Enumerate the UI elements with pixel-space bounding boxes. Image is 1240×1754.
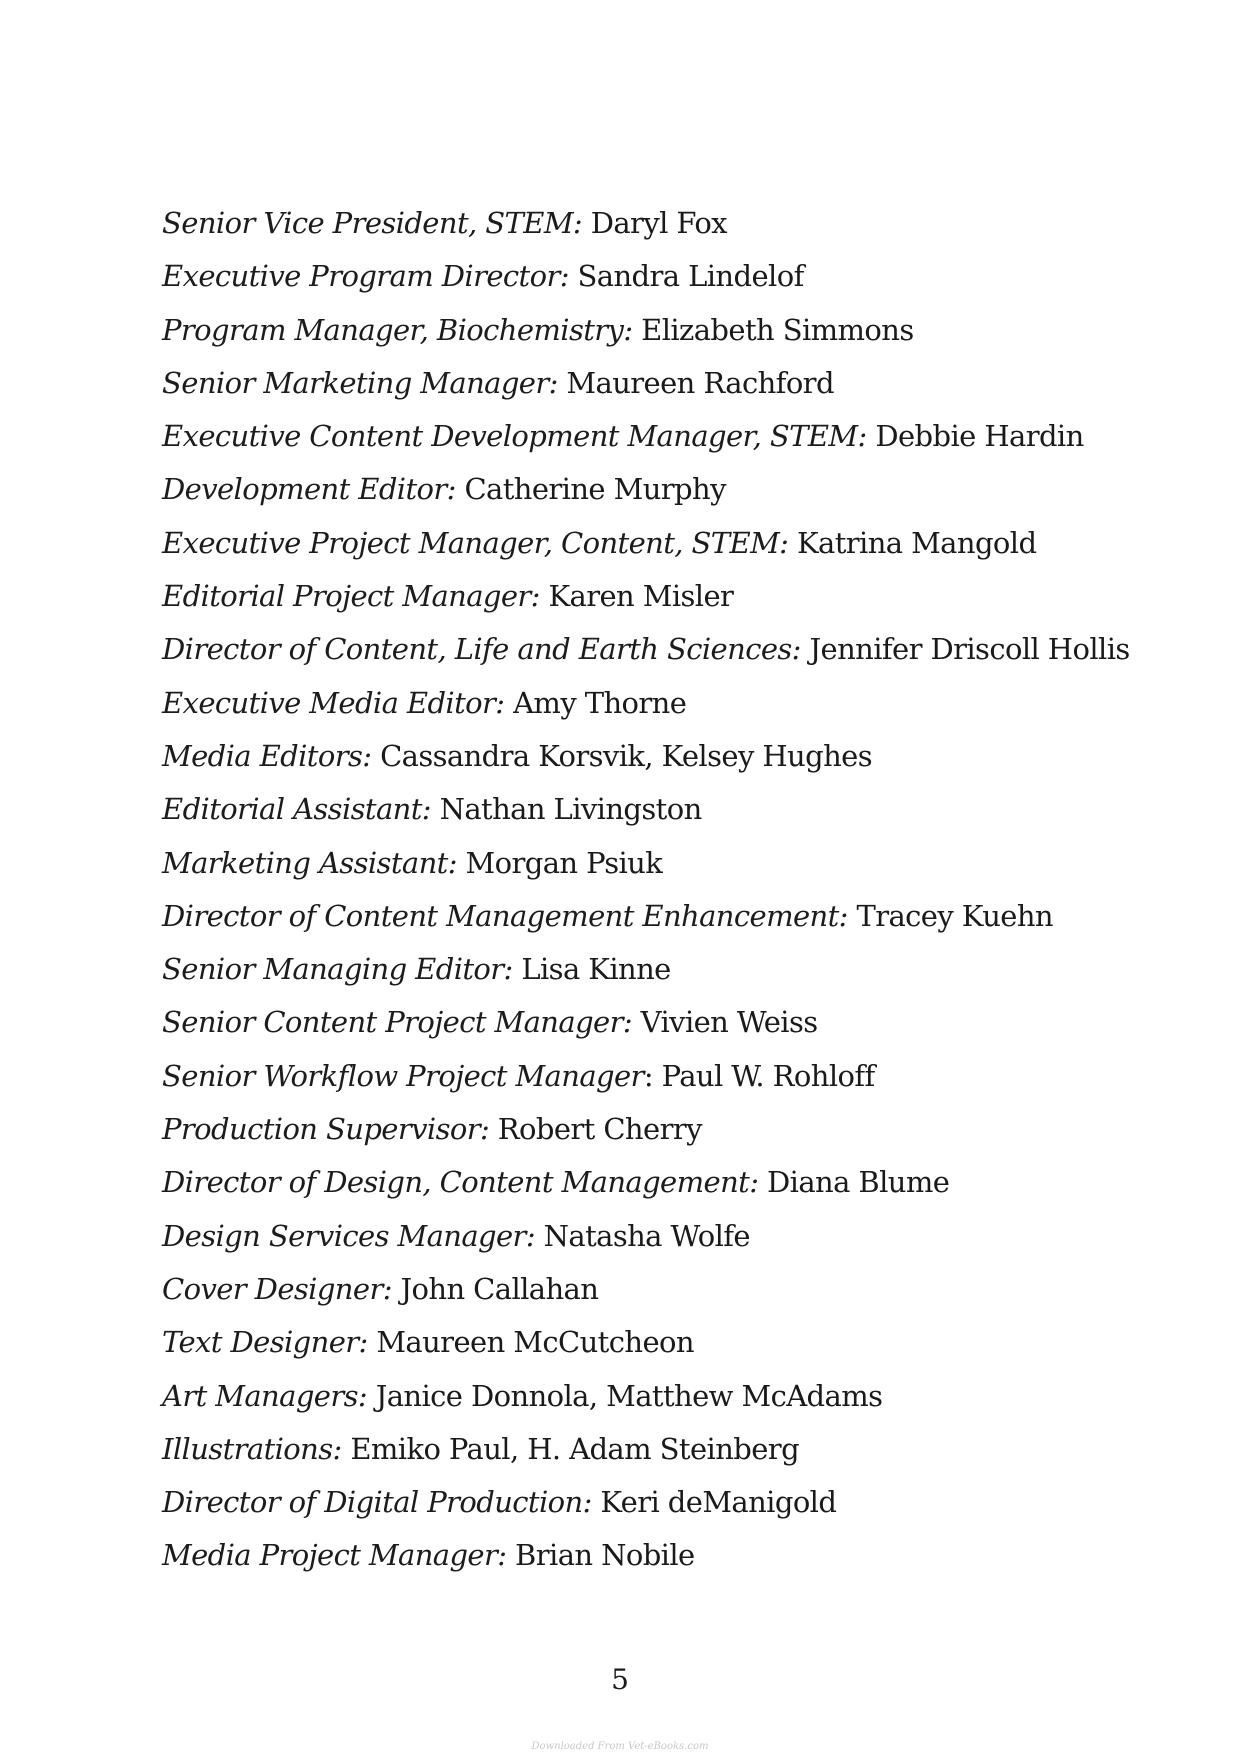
credit-line [162, 677, 1182, 730]
credit-line [162, 1263, 1182, 1316]
credit-name: Lisa Kinne [512, 952, 671, 987]
credit-line [162, 1370, 1182, 1423]
credit-role: Executive Program Director: [162, 259, 569, 294]
credit-name: Morgan Psiuk [456, 845, 663, 880]
credit-name: John Callahan [391, 1271, 599, 1306]
credit-line [162, 890, 1182, 943]
credit-name: Maureen McCutcheon [367, 1325, 694, 1360]
credit-role: Design Services Manager: [162, 1218, 535, 1253]
credit-name: Keri deManigold [591, 1485, 837, 1520]
credit-role: Cover Designer: [162, 1271, 392, 1306]
credit-line [162, 1210, 1182, 1263]
credit-role: Production Supervisor: [162, 1112, 490, 1147]
credit-name: Natasha Wolfe [535, 1218, 750, 1253]
credit-role: Director of Content, Life and Earth Sciences: [162, 632, 801, 667]
credit-role: Senior Marketing Manager: [162, 365, 558, 400]
credit-line [162, 1050, 1182, 1103]
credit-line [162, 783, 1182, 836]
credit-name: Brian Nobile [506, 1538, 695, 1573]
credit-role: Media Editors: [162, 738, 372, 773]
credit-line [162, 197, 1182, 250]
credit-name: Daryl Fox [582, 206, 727, 240]
credit-line [162, 1103, 1182, 1156]
credit-line [162, 623, 1182, 676]
credit-line [162, 943, 1182, 996]
credit-role: Senior Vice President, STEM: [162, 206, 583, 240]
credit-role: Text Designer: [162, 1325, 368, 1360]
credit-name: Katrina Mangold [788, 525, 1037, 560]
credit-name: Debbie Hardin [866, 419, 1084, 454]
credit-name: Sandra Lindelof [568, 259, 804, 294]
credit-role: Art Managers: [162, 1378, 368, 1413]
credit-role: Executive Content Development Manager, STEM: [162, 419, 867, 454]
credit-name: Robert Cherry [489, 1112, 702, 1147]
credit-line [162, 1423, 1182, 1476]
credit-role: Executive Project Manager, Content, STEM: [162, 525, 789, 560]
credit-role: Development Editor: [162, 472, 456, 507]
credit-name: Amy Thorne [504, 685, 687, 720]
credit-role: Media Project Manager: [162, 1538, 507, 1573]
credit-name: Cassandra Korsvik, Kelsey Hughes [371, 738, 872, 773]
credit-role: Executive Media Editor: [162, 685, 505, 720]
credit-name: Emiko Paul, H. Adam Steinberg [341, 1431, 800, 1466]
credit-line [162, 570, 1182, 623]
credit-name: Diana Blume [758, 1165, 950, 1200]
credit-line [162, 357, 1182, 410]
credit-line [162, 1476, 1182, 1529]
credit-name: Catherine Murphy [455, 472, 726, 507]
credit-line [162, 1156, 1182, 1209]
credit-name: Tracey Kuehn [847, 898, 1053, 933]
credit-role: Senior Content Project Manager: [162, 1005, 633, 1040]
credit-line [162, 304, 1182, 357]
page-number: 5 [611, 1663, 629, 1696]
credit-line [162, 410, 1182, 463]
credit-role: Senior Managing Editor: [162, 952, 513, 987]
credit-role: Director of Design, Content Management: [162, 1165, 759, 1200]
credit-line [162, 463, 1182, 516]
credit-line [162, 837, 1182, 890]
credit-name: Elizabeth Simmons [632, 312, 914, 347]
credit-line [162, 1529, 1182, 1582]
credit-name: Nathan Livingston [430, 792, 702, 827]
credit-name: Karen Misler [539, 579, 734, 614]
credit-role: Director of Content Management Enhancement: [162, 898, 848, 933]
watermark-text: Downloaded From Vet-eBooks.com [531, 1741, 709, 1752]
credit-role: Illustrations: [162, 1431, 342, 1466]
credit-line [162, 517, 1182, 570]
credit-role: Director of Digital Production: [162, 1485, 592, 1520]
credit-role: Senior Workflow Project Manager [162, 1058, 644, 1093]
credit-role: Marketing Assistant: [162, 845, 457, 880]
credit-role: Program Manager, Biochemistry: [162, 312, 633, 347]
credit-role: Editorial Project Manager: [162, 579, 540, 614]
credit-name: : Paul W. Rohloff [643, 1058, 875, 1093]
credit-role: Editorial Assistant: [162, 792, 431, 827]
credit-line [162, 730, 1182, 783]
credit-name: Maureen Rachford [557, 365, 834, 400]
credit-line [162, 1316, 1182, 1369]
credit-name: Vivien Weiss [632, 1005, 818, 1040]
credit-name: Jennifer Driscoll Hollis [800, 632, 1130, 667]
credit-name: Janice Donnola, Matthew McAdams [367, 1378, 883, 1413]
credit-line [162, 250, 1182, 303]
credit-line [162, 996, 1182, 1049]
credits-list [162, 197, 1182, 1583]
